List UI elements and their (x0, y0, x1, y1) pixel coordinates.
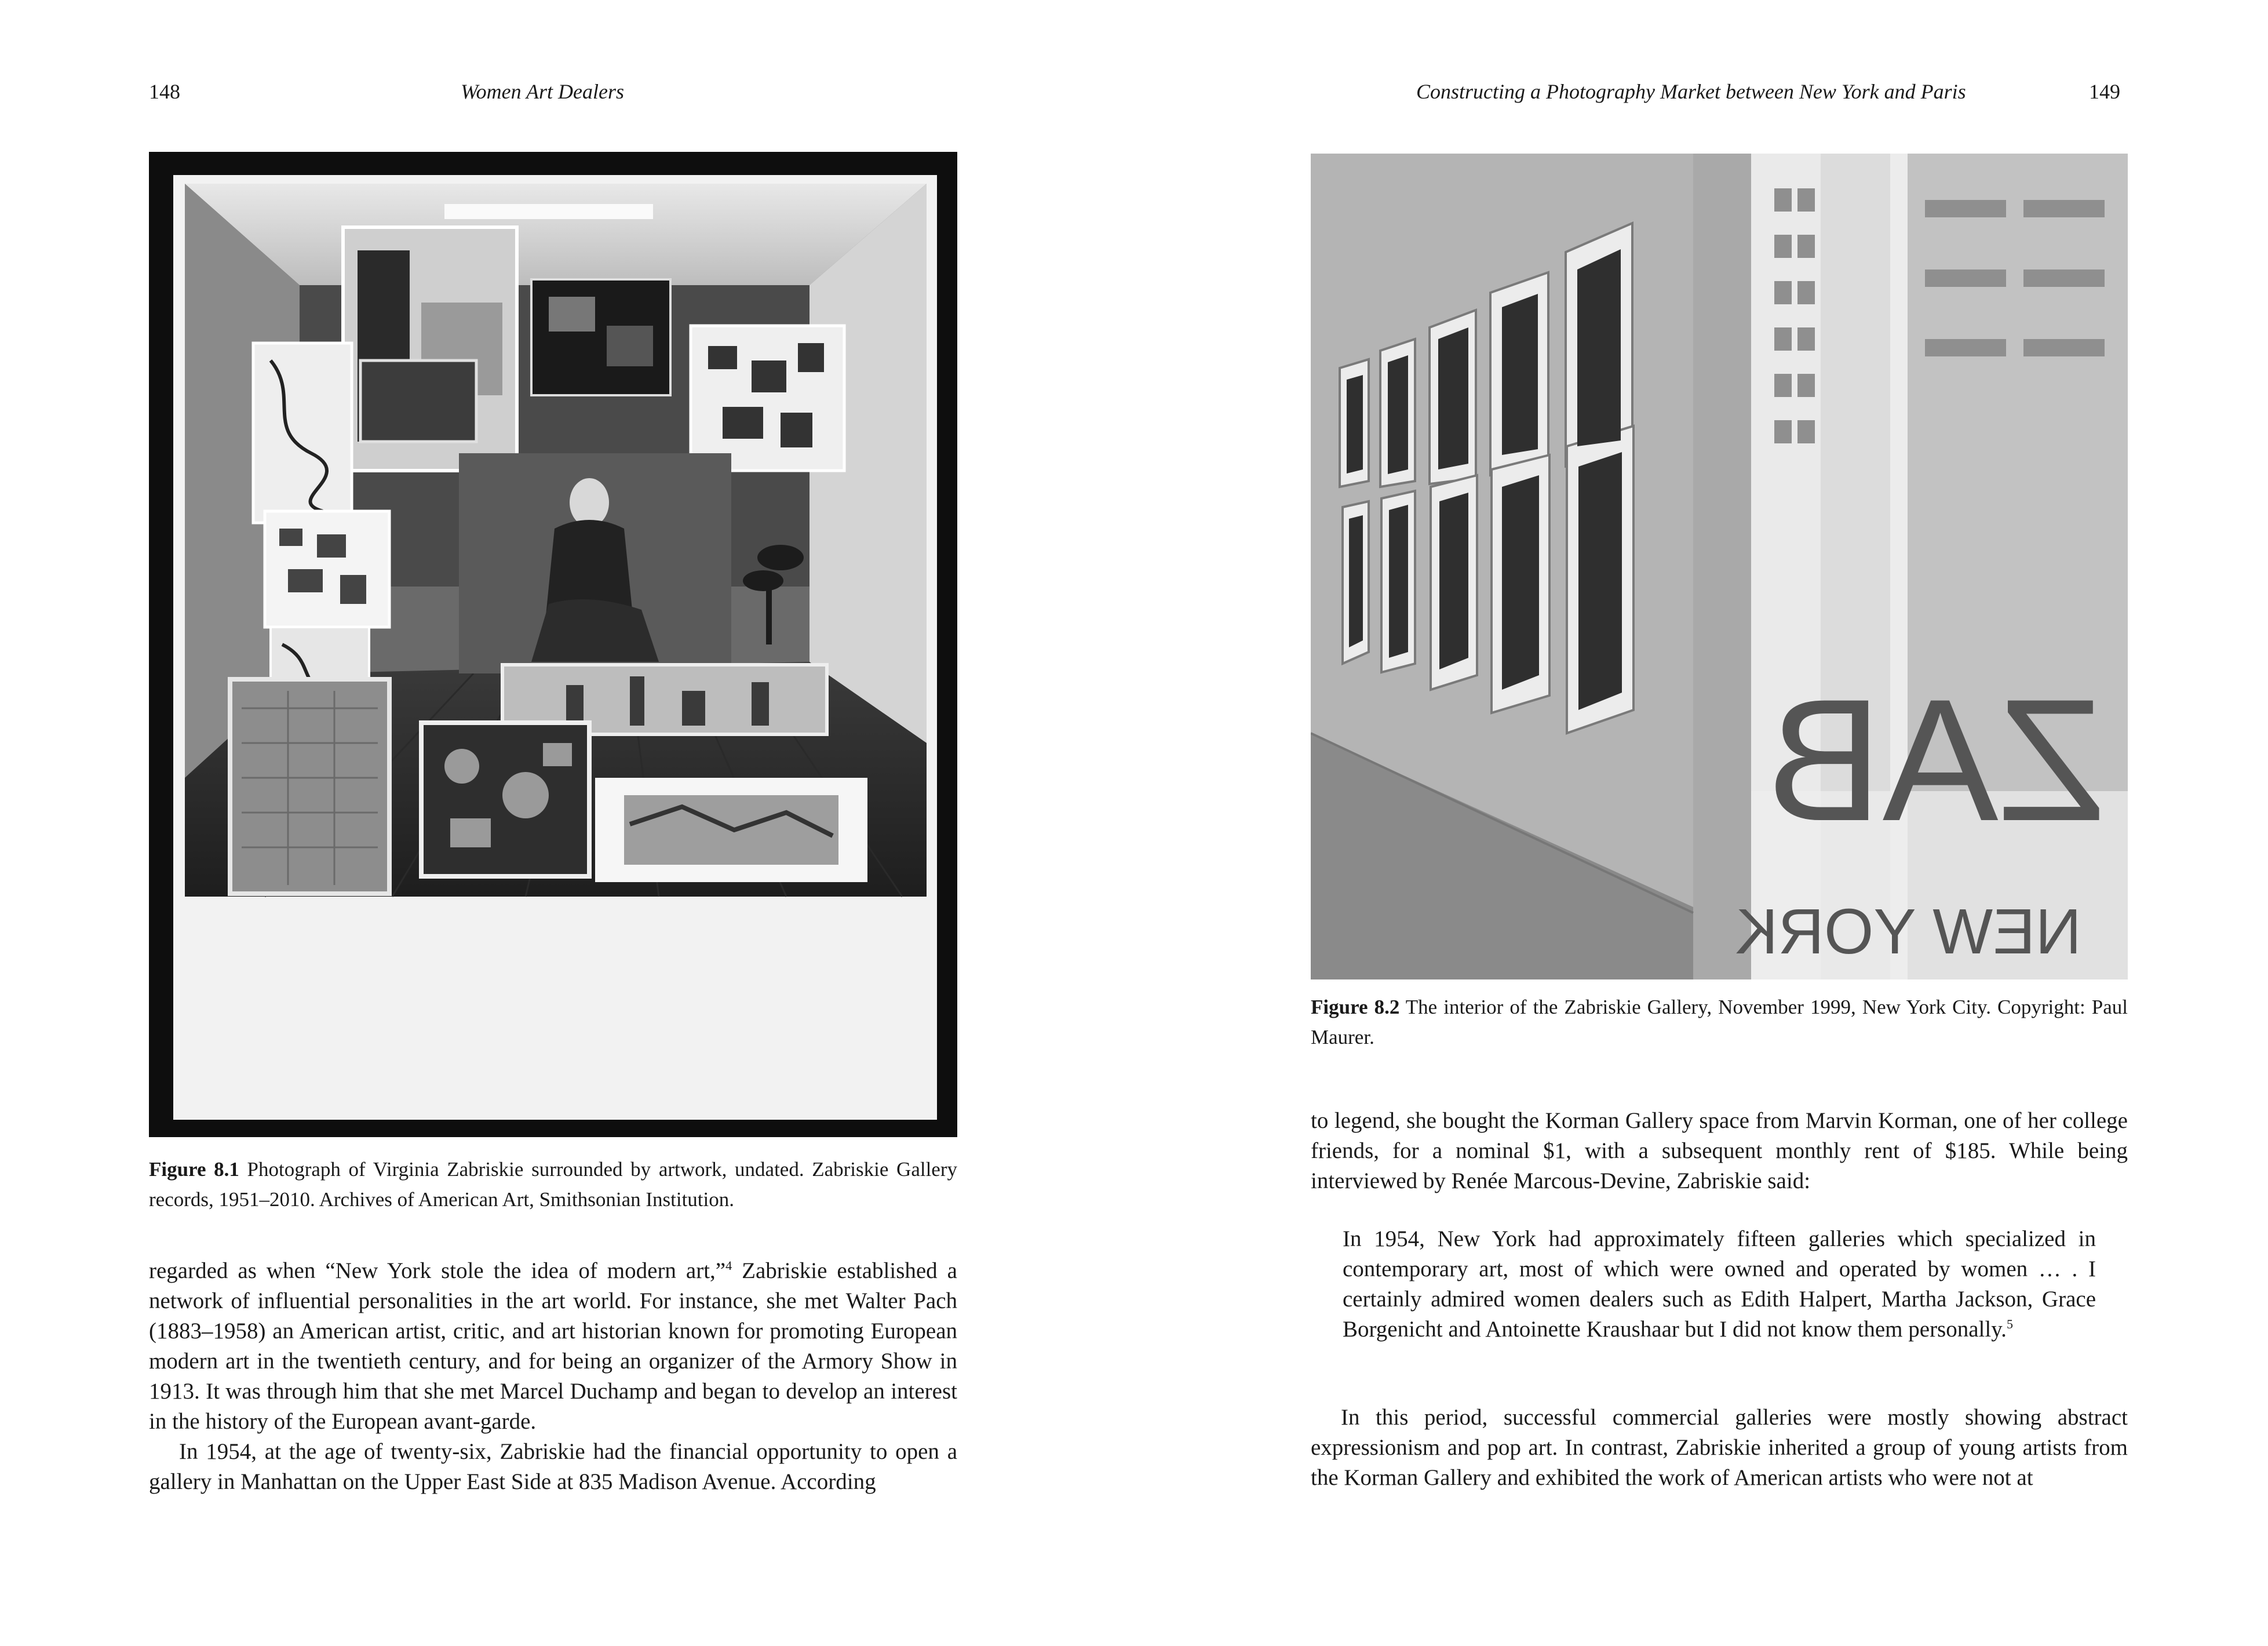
figure-label: Figure 8.2 (1311, 996, 1400, 1018)
block-quote (1343, 1224, 2096, 1345)
figure-label: Figure 8.1 (149, 1158, 239, 1181)
figure-photo-gallery-1950s (149, 152, 957, 1137)
paragraph: In 1954, at the age of twenty-six, Zabriskie had the financial opportunity to open a gallery in Manhattan on the Upper East Side at 835 Madison Avenue. According (149, 1439, 957, 1494)
figure-photo-gallery-interior-1999 (1311, 154, 2128, 979)
running-head: Women Art Dealers (461, 80, 624, 103)
paragraph-text: regarded as when “New York stole the idea of modern art,” (149, 1258, 726, 1283)
page-number: 149 (2089, 80, 2120, 103)
figure-caption-text: Photograph of Virginia Zabriskie surrounded by artwork, undated. Zabriskie Gallery records, 1951–2010. Archives of American Art, Smithsonian Institution. (149, 1158, 957, 1211)
window-lettering-small: NEW YORK (1735, 896, 2081, 967)
paragraph-text: Zabriskie established a network of influential personalities in the art world. For instance, she met Walter Pach (1883–1958) an American artist, critic, and art historian known for promoting European modern art in the twentieth century, and for being an organizer of the Armory Show in 1913. It was through him that she met Marcel Duchamp and began to develop an interest in the history of the European avant-garde. (149, 1258, 957, 1434)
footnote-ref: 5 (2006, 1317, 2013, 1331)
paragraph (149, 1256, 957, 1437)
figure-caption (149, 1155, 957, 1215)
right-page (1134, 0, 2268, 1646)
photo-graphic (1311, 154, 2128, 979)
page-number: 148 (149, 80, 180, 103)
footnote-ref: 4 (725, 1258, 732, 1273)
figure-caption-text: The interior of the Zabriskie Gallery, November 1999, New York City. Copyright: Paul Maurer. (1311, 996, 2128, 1048)
paragraph: to legend, she bought the Korman Gallery space from Marvin Korman, one of her college friends, for a nominal $1, with a subsequent monthly rent of $185. While being interviewed by Renée Marcous-Devine, Zabriskie said: (1311, 1108, 2128, 1193)
photo-graphic (149, 152, 957, 1137)
body-text (1311, 1106, 2128, 1196)
window-lettering-large: ZAB (1766, 662, 2105, 857)
figure-caption (1311, 992, 2128, 1053)
body-text (149, 1256, 957, 1497)
quote-text: In 1954, New York had approximately fifteen galleries which specialized in contemporary art, most of which were owned and operated by women … . I certainly admired women dealers such as Edith Halpert, Martha Jackson, Grace Borgenicht and Antoinette Kraushaar but I did not know them personally. (1343, 1226, 2096, 1342)
running-head: Constructing a Photography Market between New York and Paris (1416, 80, 1966, 103)
paragraph: In this period, successful commercial galleries were mostly showing abstract expressionism and pop art. In contrast, Zabriskie inherited a group of young artists from the Korman Gallery and exhibited the work of American artists who were not at (1311, 1405, 2128, 1490)
body-text (1311, 1403, 2128, 1493)
